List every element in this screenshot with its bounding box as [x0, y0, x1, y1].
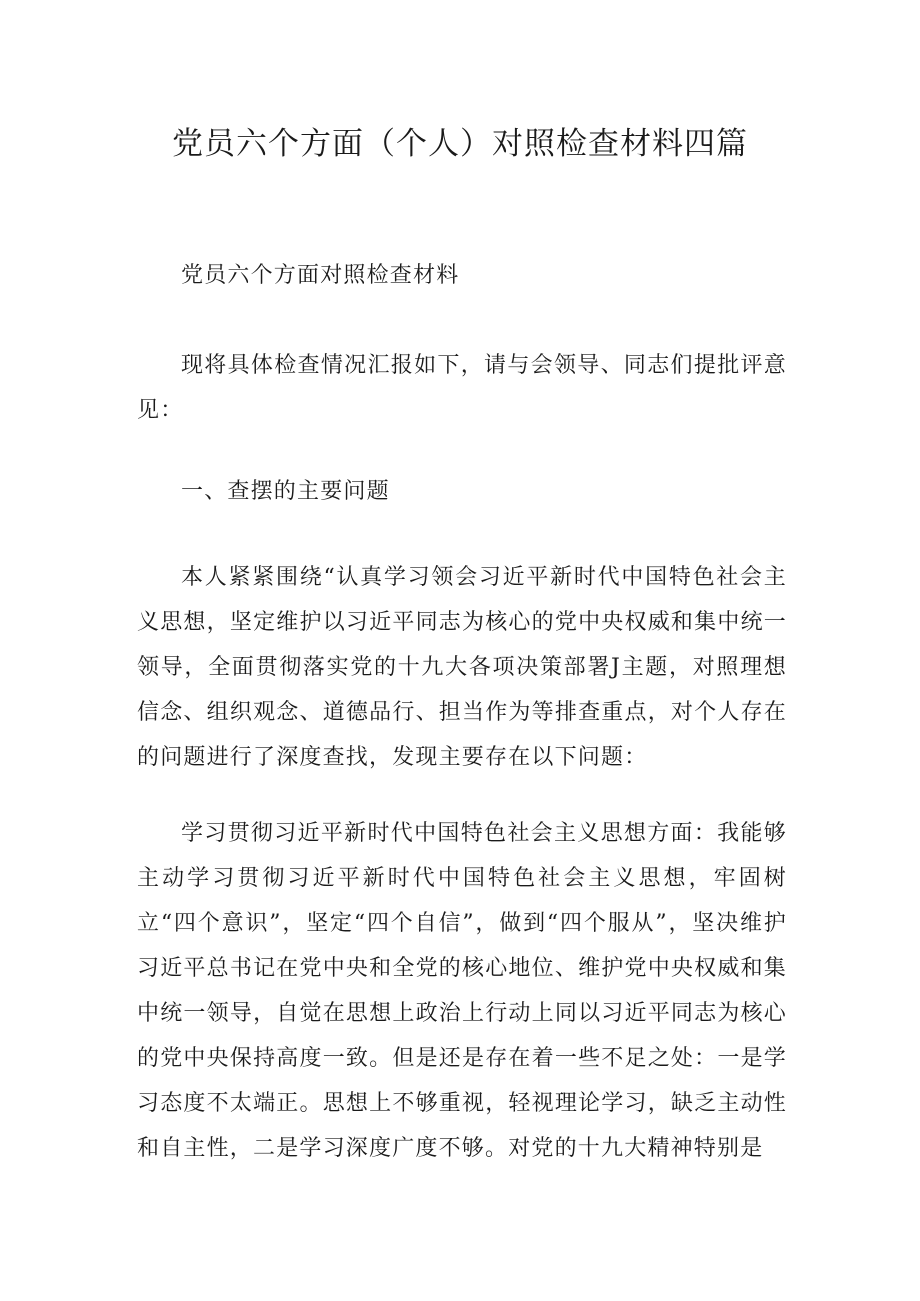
section-heading: 一、查摆的主要问题	[181, 479, 390, 504]
paragraph-intro: 现将具体检查情况汇报如下，请与会领导、同志们提批评意见：	[137, 353, 787, 423]
paragraph-subtitle: 党员六个方面对照检查材料	[181, 263, 460, 288]
paragraph-body: 本人紧紧围绕“认真学习领会习近平新时代中国特色社会主义思想，坚定维护以习近平同志为核心的党中央权威和集中统一领导，全面贯彻落实党的十九大各项决策部署J主题，对照理想信念、组织观念、道德品行、担当作为等排查重点，对个人存在的问题进行了深度查找，发现主要存在以下问题：	[137, 565, 787, 770]
document-title: 党员六个方面（个人）对照检查材料四篇	[172, 126, 748, 162]
paragraph-body: 学习贯彻习近平新时代中国特色社会主义思想方面：我能够主动学习贯彻习近平新时代中国特色社会主义思想，牢固树立“四个意识”，坚定“四个自信”，做到“四个服从”，坚决维护习近平总书记在党中央和全党的核心地位、维护党中央权威和集中统一领导，自觉在思想上政治上行动上同以习近平同志为核心的党中央保持高度一致。但是还是存在着一些不足之处：一是学习态度不太端正。思想上不够重视，轻视理论学习，缺乏主动性和自主性，二是学习深度广度不够。对党的十九大精神特别是	[137, 821, 787, 1161]
